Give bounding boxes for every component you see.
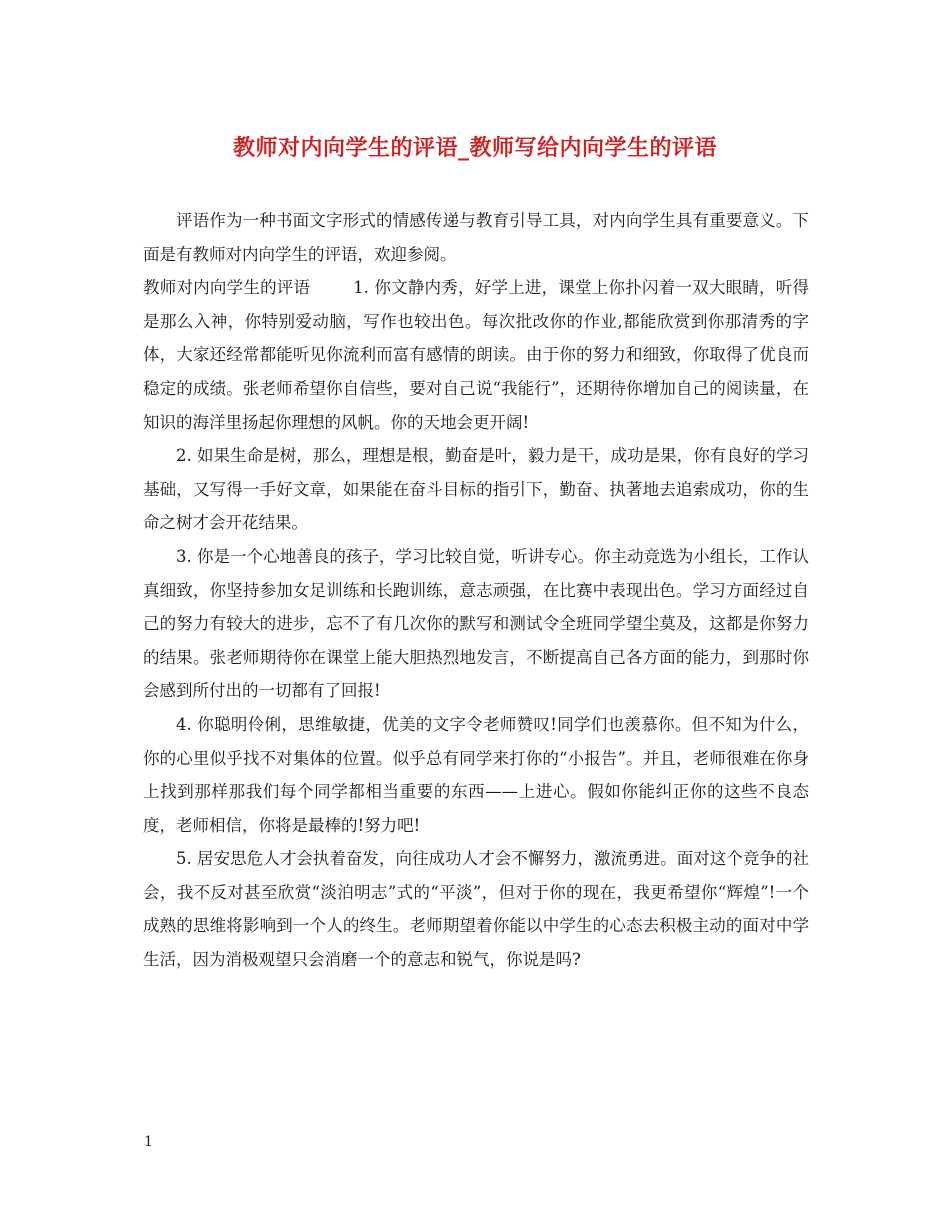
comment-paragraph-1 <box>143 271 809 439</box>
comment-1-text: 1. 你文静内秀，好学上进，课堂上你扑闪着一双大眼睛，听得是那么入神，你特别爱动脑，写作也较出色。每次批改你的作业,都能欣赏到你那清秀的字体，大家还经常都能听见你流利而富有感情的朗读。由于你的努力和细致，你取得了优良而稳定的成绩。张老师希望你自信些，要对自己说“我能行”，还期待你增加自己的阅读量，在知识的海洋里扬起你理想的风帆。你的天地会更开阔! <box>143 278 810 432</box>
comment-paragraph-2: 2. 如果生命是树，那么，理想是根，勤奋是叶，毅力是干，成功是果，你有良好的学习基础，又写得一手好文章，如果能在奋斗目标的指引下，勤奋、执著地去追索成功，你的生命之树才会开花结果。 <box>143 446 809 533</box>
document-body <box>143 204 809 977</box>
page-number: 1 <box>144 1134 153 1150</box>
comment-paragraph-3: 3. 你是一个心地善良的孩子，学习比较自觉，听讲专心。你主动竞选为小组长，工作认真细致，你坚持参加女足训练和长跑训练，意志顽强，在比赛中表现出色。学习方面经过自己的努力有较大的进步，忘不了有几次你的默写和测试令全班同学望尘莫及，这都是你努力的结果。张老师期待你在课堂上能大胆热烈地发言，不断提高自己各方面的能力，到那时你会感到所付出的一切都有了回报! <box>143 546 809 701</box>
comment-paragraph-5: 5. 居安思危人才会执着奋发，向往成功人才会不懈努力，激流勇进。面对这个竞争的社会，我不反对甚至欣赏“淡泊明志”式的“平淡”，但对于你的现在，我更希望你“辉煌”!一个成熟的思维将影响到一个人的终生。老师期望着你能以中学生的心态去积极主动的面对中学生活，因为消极观望只会消磨一个的意志和锐气，你说是吗? <box>143 849 809 970</box>
document-title: 教师对内向学生的评语_教师写给内向学生的评语 <box>232 135 717 161</box>
section-label: 教师对内向学生的评语 <box>143 278 311 298</box>
comment-paragraph-4: 4. 你聪明伶俐，思维敏捷，优美的文字令老师赞叹!同学们也羡慕你。但不知为什么，你的心里似乎找不对集体的位置。似乎总有同学来打你的“小报告”。并且，老师很难在你身上找到那样那我们每个同学都相当重要的东西——上进心。假如你能纠正你的这些不良态度，老师相信，你将是最棒的!努力吧! <box>143 714 809 835</box>
intro-paragraph: 评语作为一种书面文字形式的情感传递与教育引导工具，对内向学生具有重要意义。下面是有教师对内向学生的评语，欢迎参阅。 <box>143 211 809 264</box>
